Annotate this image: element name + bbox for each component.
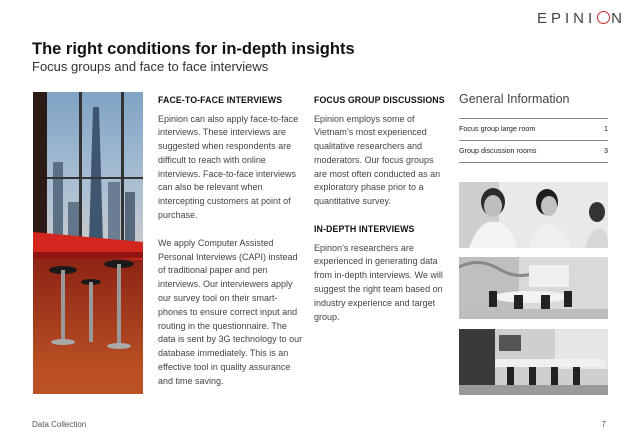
- page-title: The right conditions for in-depth insights: [32, 40, 355, 58]
- meeting-people-photo: [459, 182, 608, 248]
- general-information-table: [459, 118, 608, 163]
- logo-text-start: EPINI: [536, 10, 597, 27]
- page-subtitle: Focus groups and face to face interviews: [32, 59, 269, 74]
- focus-group-heading: FOCUS GROUP DISCUSSIONS: [314, 95, 445, 105]
- epinion-logo: [537, 10, 626, 27]
- logo-text-end: N: [611, 10, 626, 27]
- table-row: [459, 118, 608, 140]
- row-label: Focus group large room: [459, 124, 536, 133]
- focus-group-paragraph: Epinion employs some of Vietnam’s most experienced qualitative researchers and moderators. Our focus groups are most often conducted as an exploratory phase prior to a quantitative survey.: [314, 113, 441, 207]
- meeting-room-photo: [459, 257, 608, 319]
- footer-section-label: Data Collection: [32, 420, 87, 429]
- row-label: Group discussion rooms: [459, 146, 537, 155]
- logo-o-ring: [597, 11, 610, 24]
- in-depth-paragraph: Epinon’s researchers are experienced in generating data from in-depth interviews. We will suggest the right team based on industry experience and target group.: [314, 242, 443, 322]
- conference-room-photo: [459, 329, 608, 395]
- row-value: 3: [603, 146, 608, 155]
- face-to-face-paragraph-1: Epinion can also apply face-to-face interviews. These interviews are suggested when respondents are difficult to reach with online interviews. Face-to-face interviews can also be relevant when intercepting customers at point of purchase.: [158, 113, 299, 221]
- row-value: 1: [603, 124, 608, 133]
- office-interior-photo: [33, 92, 143, 394]
- in-depth-heading: IN-DEPTH INTERVIEWS: [314, 224, 415, 235]
- page-number: 7: [601, 420, 606, 429]
- face-to-face-heading: FACE-TO-FACE INTERVIEWS: [158, 95, 283, 105]
- general-information-title: General Information: [459, 92, 570, 106]
- table-row: [459, 140, 608, 163]
- qualitative-section: [314, 94, 448, 338]
- face-to-face-paragraph-2: We apply Computer Assisted Personal Interviews (CAPI) instead of traditional paper and pen interviews. Our interviewers apply our survey tool on their smart-phones to ensure correct input and routing in the questionnaire. The data is sent by 3G technology to our database immediately. This is an effective tool in quality assurance and time saving.: [158, 237, 303, 386]
- face-to-face-section: [158, 94, 306, 403]
